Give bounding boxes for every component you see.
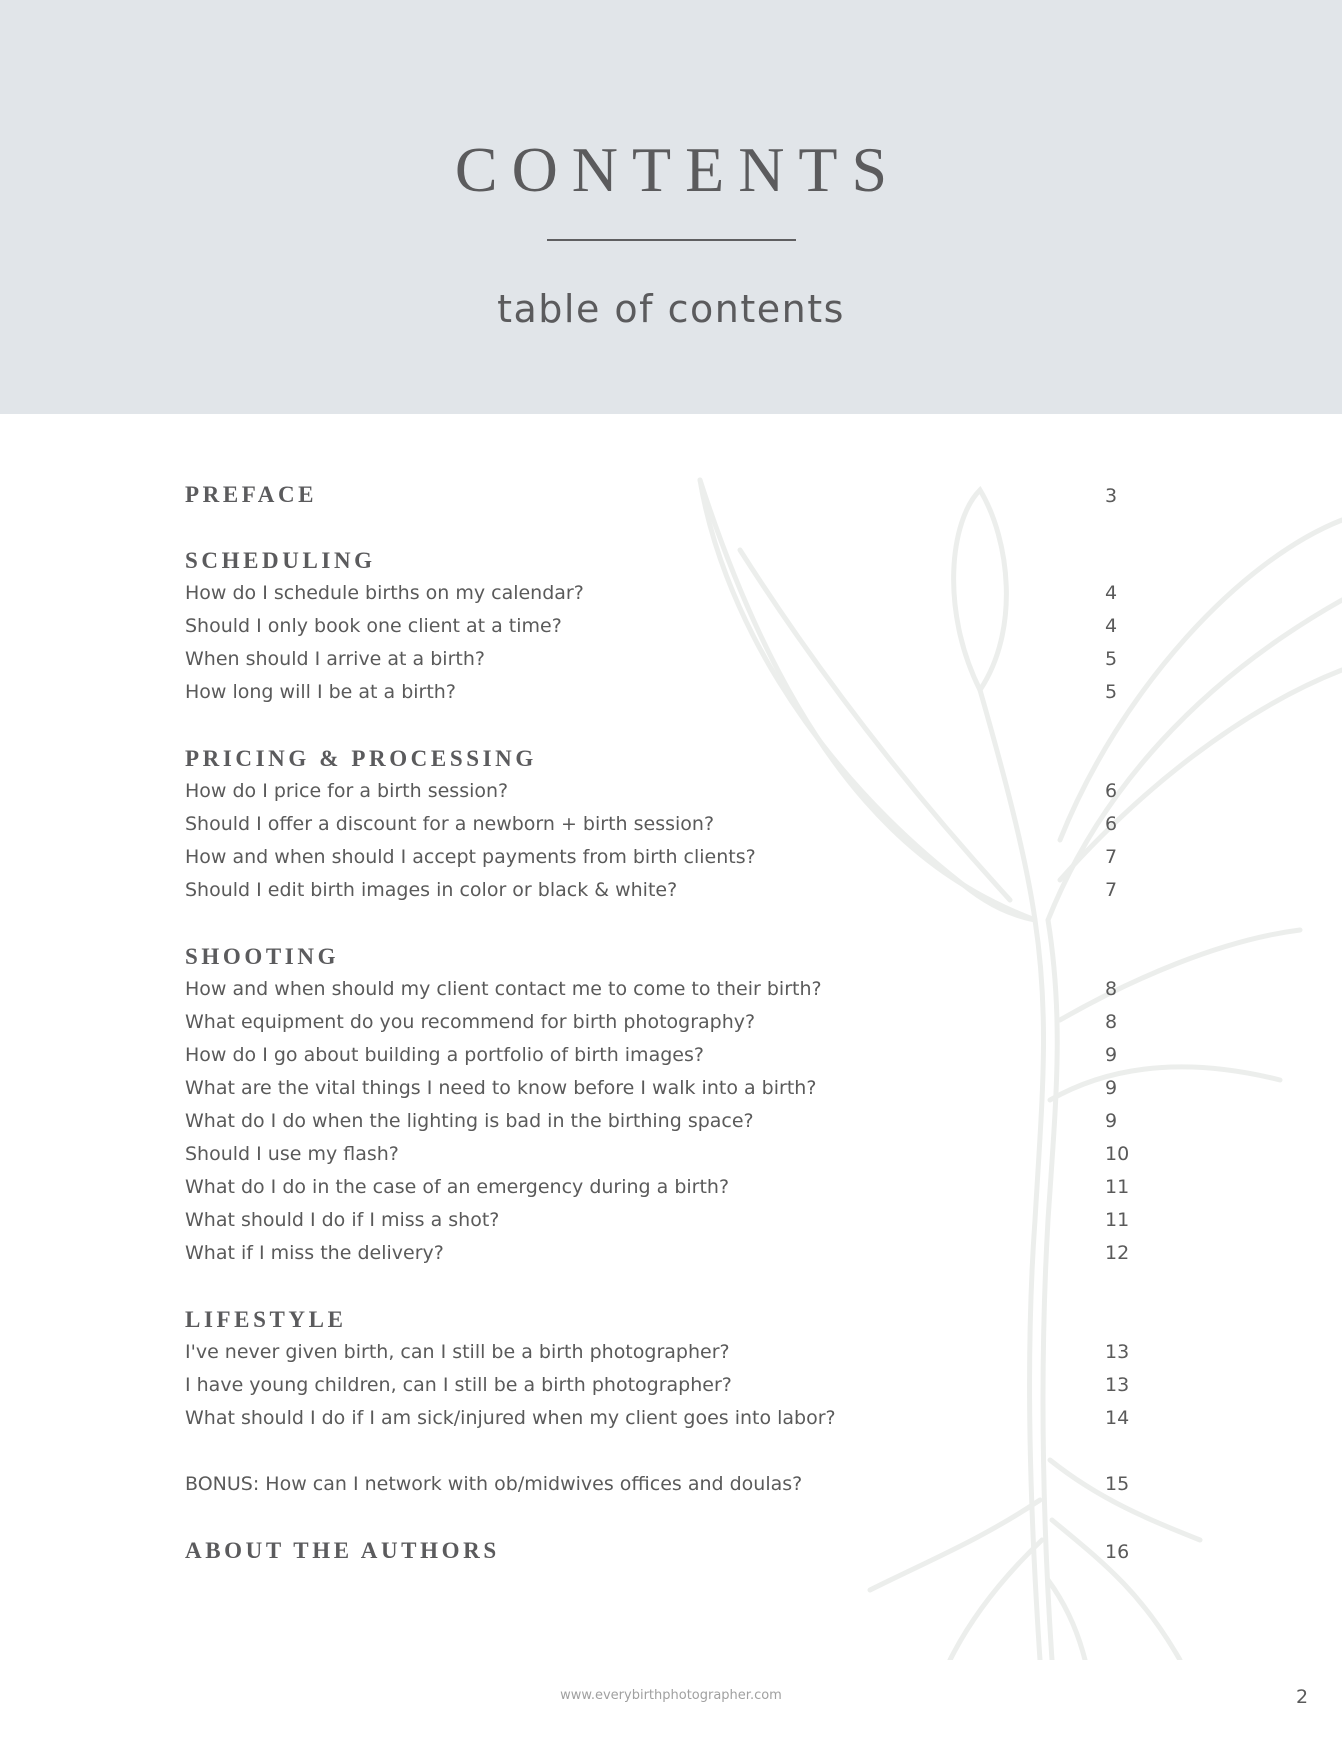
toc-item-label: How do I price for a birth session? xyxy=(185,780,509,802)
toc-item-bonus: BONUS: How can I network with ob/midwives offices and doulas? xyxy=(185,1473,803,1495)
toc-row-about[interactable] xyxy=(185,1534,1155,1567)
toc-page-number: 12 xyxy=(1105,1242,1130,1264)
toc-page-number: 9 xyxy=(1105,1044,1118,1066)
toc-item-label: I've never given birth, can I still be a birth photographer? xyxy=(185,1341,730,1363)
table-of-contents xyxy=(185,478,1155,1567)
toc-row[interactable] xyxy=(185,1105,1155,1138)
toc-item-label: Should I edit birth images in color or black & white? xyxy=(185,879,678,901)
toc-item-label: How long will I be at a birth? xyxy=(185,681,456,703)
toc-row[interactable] xyxy=(185,1171,1155,1204)
toc-item-label: What do I do when the lighting is bad in the birthing space? xyxy=(185,1110,754,1132)
toc-item-label: Should I use my flash? xyxy=(185,1143,399,1165)
toc-row[interactable] xyxy=(185,775,1155,808)
toc-item-label: What should I do if I miss a shot? xyxy=(185,1209,500,1231)
toc-item-label: What should I do if I am sick/injured when my client goes into labor? xyxy=(185,1407,836,1429)
toc-row-preface[interactable] xyxy=(185,478,1155,511)
toc-row[interactable] xyxy=(185,1006,1155,1039)
toc-section-shooting xyxy=(185,940,1155,973)
toc-item-label: How and when should I accept payments from birth clients? xyxy=(185,846,756,868)
toc-page-number: 5 xyxy=(1105,648,1118,670)
toc-item-label: What if I miss the delivery? xyxy=(185,1242,444,1264)
toc-item-label: What do I do in the case of an emergency during a birth? xyxy=(185,1176,730,1198)
title-divider xyxy=(547,239,796,241)
toc-page-number: 9 xyxy=(1105,1110,1118,1132)
toc-row[interactable] xyxy=(185,808,1155,841)
toc-page-number: 16 xyxy=(1105,1541,1130,1563)
toc-item-label: When should I arrive at a birth? xyxy=(185,648,485,670)
toc-item-label: How do I go about building a portfolio of birth images? xyxy=(185,1044,704,1066)
toc-heading-about: ABOUT THE AUTHORS xyxy=(185,1538,500,1563)
toc-page-number: 13 xyxy=(1105,1341,1130,1363)
toc-item-label: What equipment do you recommend for birth photography? xyxy=(185,1011,756,1033)
toc-heading-preface: PREFACE xyxy=(185,482,318,507)
toc-heading-shooting: SHOOTING xyxy=(185,944,340,969)
page-subtitle: table of contents xyxy=(497,287,845,331)
toc-row[interactable] xyxy=(185,1402,1155,1435)
page-title: CONTENTS xyxy=(454,134,902,205)
toc-page-number: 9 xyxy=(1105,1077,1118,1099)
toc-row[interactable] xyxy=(185,874,1155,907)
toc-row-bonus[interactable] xyxy=(185,1468,1155,1501)
toc-item-label: What are the vital things I need to know before I walk into a birth? xyxy=(185,1077,817,1099)
toc-page-number: 3 xyxy=(1105,485,1118,507)
toc-page-number: 8 xyxy=(1105,1011,1118,1033)
toc-row[interactable] xyxy=(185,841,1155,874)
toc-heading-scheduling: SCHEDULING xyxy=(185,548,376,573)
toc-item-label: How do I schedule births on my calendar? xyxy=(185,582,584,604)
toc-item-label: How and when should my client contact me to come to their birth? xyxy=(185,978,822,1000)
toc-page-number: 15 xyxy=(1105,1473,1130,1495)
toc-page-number: 6 xyxy=(1105,780,1118,802)
toc-section-scheduling xyxy=(185,544,1155,577)
toc-page-number: 7 xyxy=(1105,846,1118,868)
toc-row[interactable] xyxy=(185,1336,1155,1369)
toc-page-number: 11 xyxy=(1105,1209,1130,1231)
toc-page-number: 13 xyxy=(1105,1374,1130,1396)
toc-row[interactable] xyxy=(185,1204,1155,1237)
toc-row[interactable] xyxy=(185,1072,1155,1105)
footer-url[interactable]: www.everybirthphotographer.com xyxy=(560,1688,782,1703)
toc-page-number: 11 xyxy=(1105,1176,1130,1198)
toc-row[interactable] xyxy=(185,1369,1155,1402)
toc-section-pricing xyxy=(185,742,1155,775)
toc-item-label: Should I offer a discount for a newborn + birth session? xyxy=(185,813,715,835)
page-number: 2 xyxy=(1296,1686,1309,1708)
toc-page-number: 5 xyxy=(1105,681,1118,703)
toc-row[interactable] xyxy=(185,973,1155,1006)
toc-row[interactable] xyxy=(185,577,1155,610)
toc-heading-pricing: PRICING & PROCESSING xyxy=(185,746,537,771)
toc-page-number: 4 xyxy=(1105,582,1118,604)
toc-row[interactable] xyxy=(185,1138,1155,1171)
toc-page-number: 6 xyxy=(1105,813,1118,835)
toc-row[interactable] xyxy=(185,1237,1155,1270)
toc-item-label: Should I only book one client at a time? xyxy=(185,615,562,637)
toc-section-lifestyle xyxy=(185,1303,1155,1336)
toc-page-number: 7 xyxy=(1105,879,1118,901)
toc-page-number: 10 xyxy=(1105,1143,1130,1165)
toc-page-number: 4 xyxy=(1105,615,1118,637)
toc-row[interactable] xyxy=(185,676,1155,709)
toc-row[interactable] xyxy=(185,1039,1155,1072)
toc-heading-lifestyle: LIFESTYLE xyxy=(185,1307,347,1332)
toc-page-number: 8 xyxy=(1105,978,1118,1000)
toc-row[interactable] xyxy=(185,643,1155,676)
toc-row[interactable] xyxy=(185,610,1155,643)
toc-item-label: I have young children, can I still be a birth photographer? xyxy=(185,1374,732,1396)
toc-page-number: 14 xyxy=(1105,1407,1130,1429)
